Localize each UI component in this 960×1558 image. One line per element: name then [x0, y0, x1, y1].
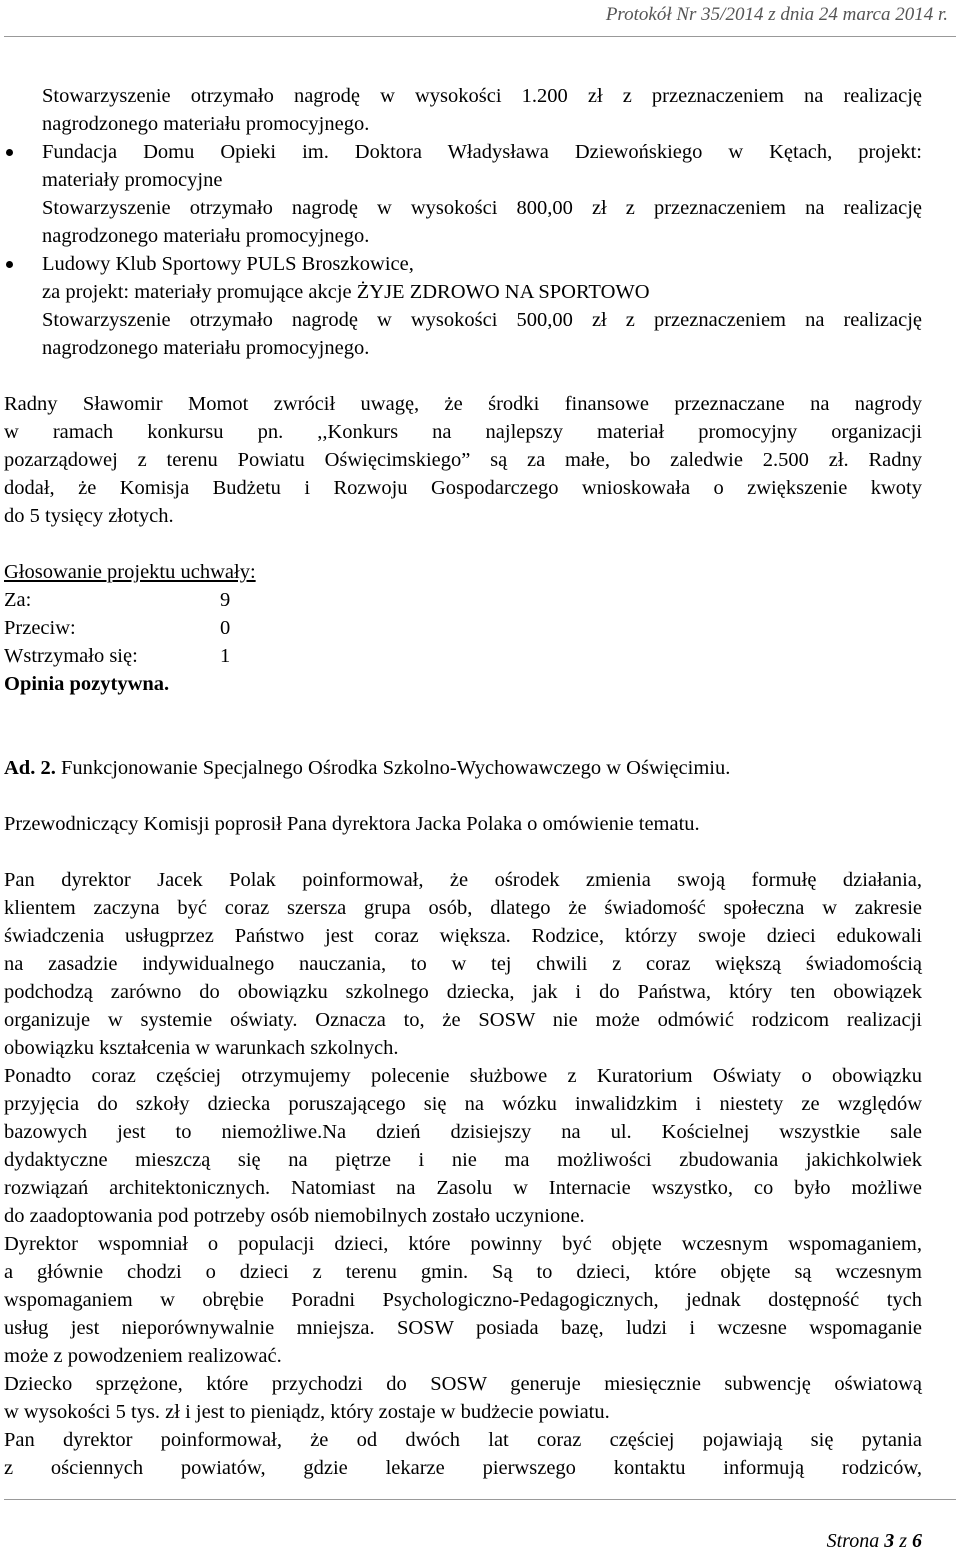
- text-line: obowiązku kształcenia w warunkach szkolnych.: [4, 1037, 399, 1059]
- body-paragraph-2: [4, 1062, 922, 1230]
- body-paragraph-1: [4, 866, 922, 1062]
- remark-paragraph: [4, 390, 922, 530]
- text-line: Stowarzyszenie otrzymało nagrodę w wysokości 800,00 zł z przeznaczeniem na realizację: [42, 197, 922, 219]
- vote-section: [4, 558, 922, 698]
- text-line: na zasadzie indywidualnego nauczania, to w tej chwili z coraz większą świadomością: [4, 953, 922, 975]
- footer-of: z: [899, 1530, 907, 1552]
- text-line: nagrodzonego materiału promocyjnego.: [42, 113, 370, 135]
- footer-strona: Strona: [826, 1530, 880, 1552]
- text-line: bazowych jest to niemożliwe.Na dzień dzisiejszy na ul. Kościelnej wszystkie sale: [4, 1121, 922, 1143]
- text-line: do 5 tysięcy złotych.: [4, 505, 174, 527]
- text-line: Ponadto coraz częściej otrzymujemy polecenie służbowe z Kuratorium Oświaty o obowiązku: [4, 1065, 922, 1087]
- text-line: Stowarzyszenie otrzymało nagrodę w wysokości 500,00 zł z przeznaczeniem na realizację: [42, 309, 922, 331]
- text-line: Pan dyrektor poinformował, że od dwóch lat coraz częściej pojawiają się pytania: [4, 1429, 922, 1451]
- footer-rule: [4, 1499, 956, 1500]
- vote-abstain-label: Wstrzymało się:: [4, 645, 138, 667]
- vote-for-value: 9: [220, 589, 231, 611]
- footer-page-number: 3: [884, 1530, 895, 1552]
- bullet-icon: [6, 149, 13, 156]
- text-line: podchodzą zarówno do obowiązku szkolnego dziecka, jak i do Państwa, który ten obowiązek: [4, 981, 922, 1003]
- text-line: wspomaganiem w obrębie Poradni Psychologiczno-Pedagogicznych, jednak dostępność tych: [4, 1289, 922, 1311]
- bullet-item: [4, 250, 922, 362]
- vote-against-label: Przeciw:: [4, 617, 76, 639]
- section-title: Funkcjonowanie Specjalnego Ośrodka Szkolno-Wychowawczego w Oświęcimiu.: [55, 757, 731, 779]
- page-header: Protokół Nr 35/2014 z dnia 24 marca 2014 r.: [605, 4, 948, 25]
- bullet-item: [4, 138, 922, 250]
- text-line: z ościennych powiatów, gdzie lekarze pierwszego kontaktu informują rodziców,: [4, 1457, 922, 1479]
- text-line: dodał, że Komisja Budżetu i Rozwoju Gospodarczego wnioskowała o zwiększenie kwoty: [4, 477, 922, 499]
- vote-heading: Głosowanie projektu uchwały:: [4, 561, 256, 583]
- text-line: Radny Sławomir Momot zwrócił uwagę, że środki finansowe przeznaczane na nagrody: [4, 393, 922, 415]
- text-line: Ludowy Klub Sportowy PULS Broszkowice,: [42, 253, 414, 275]
- vote-opinion: Opinia pozytywna.: [4, 673, 170, 695]
- text-line: do zaadoptowania pod potrzeby osób niemobilnych zostało uczynione.: [4, 1205, 585, 1227]
- text-line: w wysokości 5 tys. zł i jest to pieniądz, który zostaje w budżecie powiatu.: [4, 1401, 610, 1423]
- vote-for-row: [4, 586, 922, 614]
- text-line: przyjęcia do szkoły dziecka poruszającego się na wózku inwalidzkim i niestety ze względów: [4, 1093, 922, 1115]
- vote-for-label: Za:: [4, 589, 32, 611]
- footer-total-pages: 6: [912, 1530, 922, 1552]
- award-intro: [4, 82, 922, 138]
- text-line: Dyrektor wspomniał o populacji dzieci, które powinny być objęte wczesnym wspomaganiem,: [4, 1233, 922, 1255]
- text-line: świadczenia usługprzez Państwo jest coraz większa. Rodzice, którzy swoje dzieci edukowali: [4, 925, 922, 947]
- text-line: w ramach konkursu pn. ,,Konkurs na najlepszy materiał promocyjny organizacji: [4, 421, 922, 443]
- text-line: może z powodzeniem realizować.: [4, 1345, 282, 1367]
- text-line: a głównie chodzi o dzieci z terenu gmin. Są to dzieci, które objęte są wczesnym: [4, 1261, 922, 1283]
- text-line: Fundacja Domu Opieki im. Doktora Władysława Dziewońskiego w Kętach, projekt:: [42, 141, 922, 163]
- vote-abstain-value: 1: [220, 645, 231, 667]
- page-footer: [827, 1530, 922, 1553]
- text-line: usług jest nieporównywalnie mniejsza. SOSW posiada bazę, ludzi i wczesne wspomaganie: [4, 1317, 922, 1339]
- text-line: Dziecko sprzężone, które przychodzi do SOSW generuje miesięcznie subwencję oświatową: [4, 1373, 922, 1395]
- text-line: materiały promocyjne: [42, 169, 223, 191]
- text-line: Stowarzyszenie otrzymało nagrodę w wysokości 1.200 zł z przeznaczeniem na realizację: [42, 85, 922, 107]
- chair-line: Przewodniczący Komisji poprosił Pana dyrektora Jacka Polaka o omówienie tematu.: [4, 813, 700, 835]
- header-rule: [4, 36, 956, 37]
- text-line: dydaktyczne mieszczą się na piętrze i nie ma możliwości zbudowania jakichkolwiek: [4, 1149, 922, 1171]
- text-line: Pan dyrektor Jacek Polak poinformował, że ośrodek zmienia swoją formułę działania,: [4, 869, 922, 891]
- text-line: nagrodzonego materiału promocyjnego.: [42, 337, 370, 359]
- vote-against-value: 0: [220, 617, 231, 639]
- body-paragraph-4: [4, 1370, 922, 1426]
- vote-abstain-row: [4, 642, 922, 670]
- body-paragraph-5: [4, 1426, 922, 1482]
- body-paragraph-3: [4, 1230, 922, 1370]
- bullet-icon: [6, 261, 13, 268]
- text-line: klientem zaczyna być coraz szersza grupa osób, dlatego że świadomość społeczna w zakresie: [4, 897, 922, 919]
- text-line: za projekt: materiały promujące akcje ŻYJE ZDROWO NA SPORTOWO: [42, 281, 650, 303]
- section-number: Ad. 2.: [4, 757, 56, 779]
- vote-against-row: [4, 614, 922, 642]
- text-line: nagrodzonego materiału promocyjnego.: [42, 225, 370, 247]
- text-line: pozarządowej z terenu Powiatu Oświęcimskiego” są za małe, bo zaledwie 2.500 zł. Radny: [4, 449, 922, 471]
- text-line: rozwiązań architektonicznych. Natomiast na Zasolu w Internacie wszystko, co było możliwe: [4, 1177, 922, 1199]
- text-line: organizuje w systemie oświaty. Oznacza to, że SOSW nie może odmówić rodzicom realizacji: [4, 1009, 922, 1031]
- document-content: [4, 82, 922, 1482]
- section-heading: [4, 754, 922, 782]
